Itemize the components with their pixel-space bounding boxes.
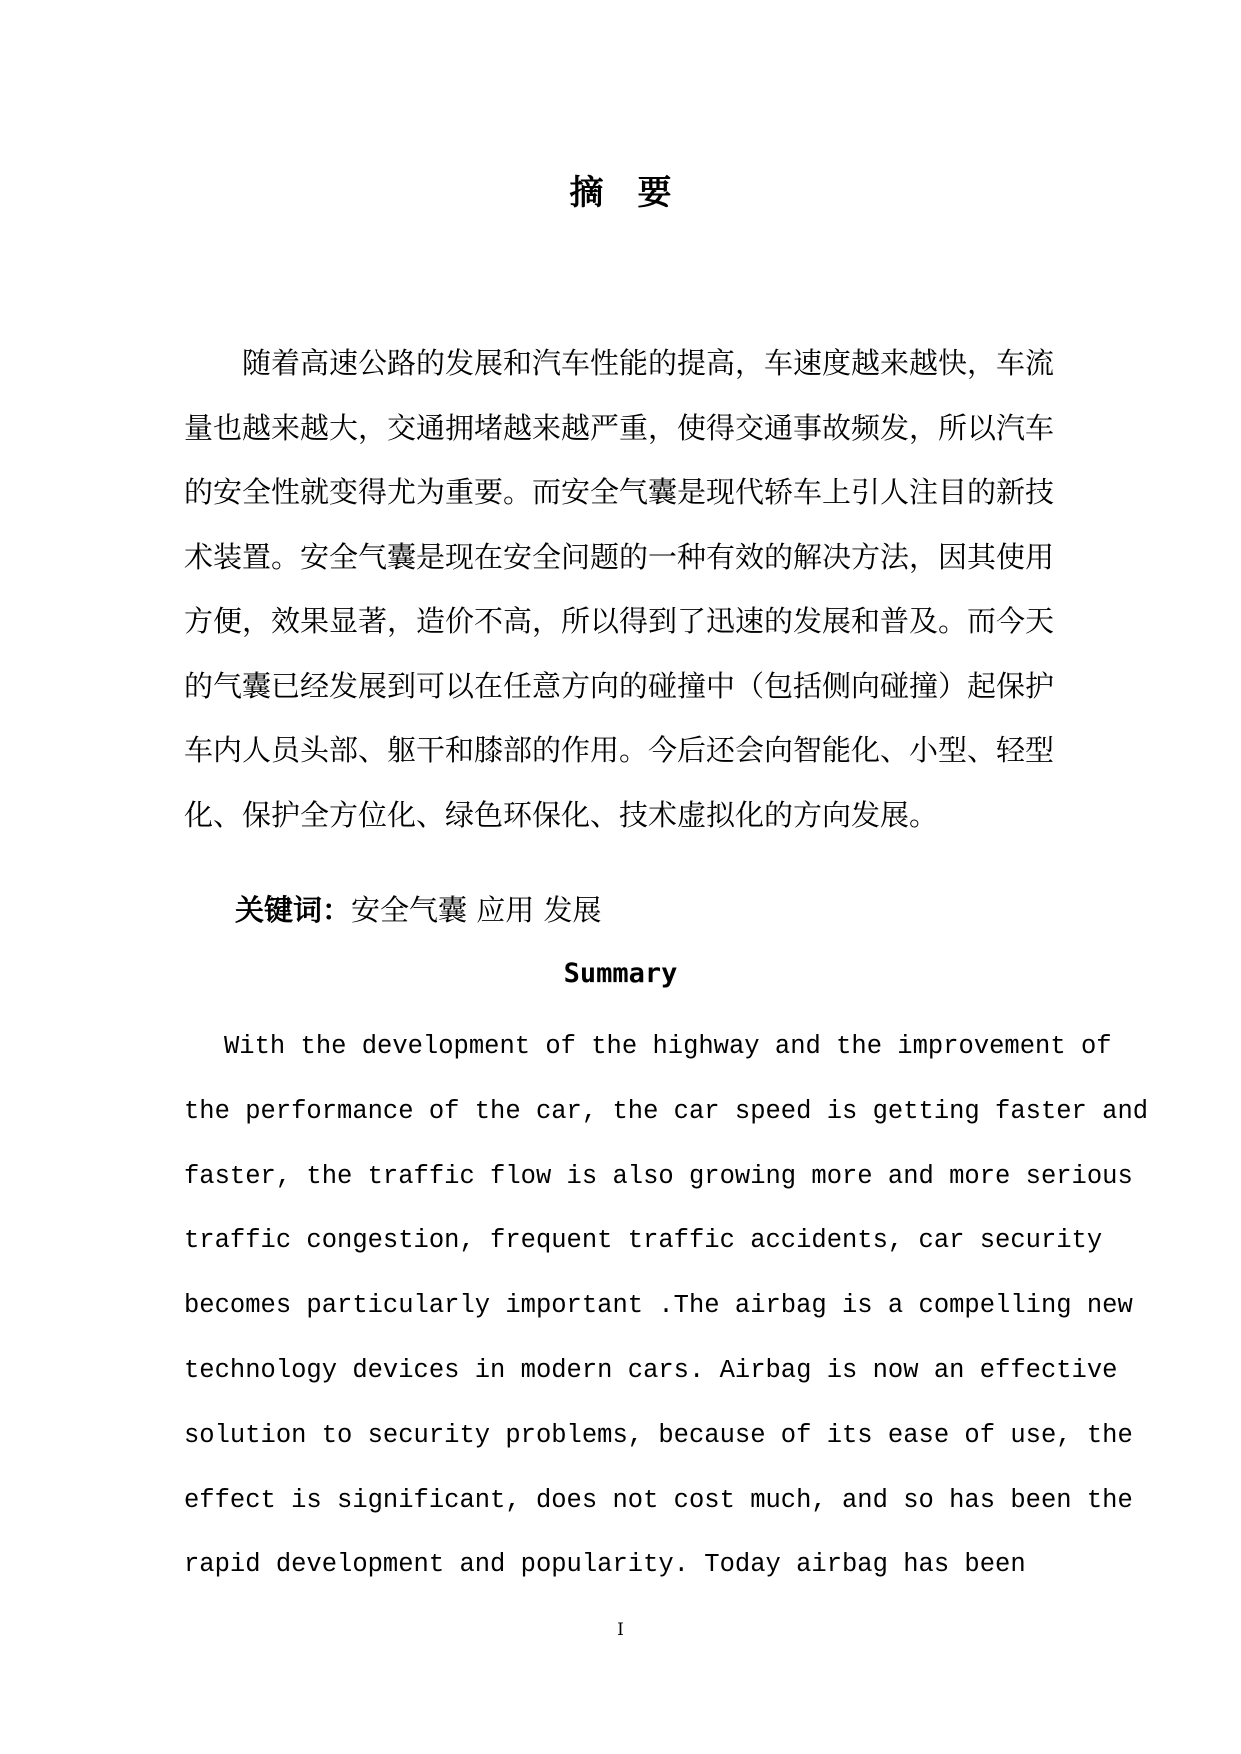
abstract-title-en: Summary: [563, 958, 678, 989]
abstract-en-line: With the development of the highway and the improvement of: [224, 1032, 1112, 1061]
abstract-title-cn: 摘要: [569, 173, 706, 213]
keywords-value: 安全气囊 应用 发展: [351, 893, 602, 927]
keywords-line: [235, 890, 601, 930]
abstract-en-line: becomes particularly important .The airbag is a compelling new: [184, 1291, 1133, 1321]
abstract-body-cn: 随着高速公路的发展和汽车性能的提高，车速度越来越快，车流量也越来越大，交通拥堵越来越严重，使得交通事故频发，所以汽车的安全性就变得尤为重要。而安全气囊是现代轿车上引人注目的新技术装置。安全气囊是现在安全问题的一种有效的解决方法，因其使用方便，效果显著，造价不高，所以得到了迅速的发展和普及。而今天的气囊已经发展到可以在任意方向的碰撞中（包括侧向碰撞）起保护车内人员头部、躯干和膝部的作用。今后还会向智能化、小型、轻型化、保护全方位化、绿色环保化、技术虚拟化的方向发展。: [184, 346, 1055, 832]
abstract-en-line: solution to security problems, because of its ease of use, the: [184, 1420, 1133, 1450]
abstract-en-line: faster, the traffic flow is also growing more and more serious: [184, 1161, 1133, 1191]
abstract-body-en: [184, 1015, 1149, 1598]
abstract-en-line: technology devices in modern cars. Airbag is now an effective: [184, 1355, 1118, 1385]
keywords-label: 关键词：: [235, 893, 352, 927]
abstract-en-line: traffic congestion, frequent traffic accidents, car security: [184, 1226, 1103, 1256]
abstract-en-line: the performance of the car, the car speed is getting faster and: [184, 1096, 1149, 1126]
abstract-en-line: effect is significant, does not cost much, and so has been the: [184, 1485, 1133, 1515]
abstract-en-line: rapid development and popularity. Today airbag has been: [184, 1550, 1026, 1580]
page-number: I: [617, 1620, 624, 1640]
